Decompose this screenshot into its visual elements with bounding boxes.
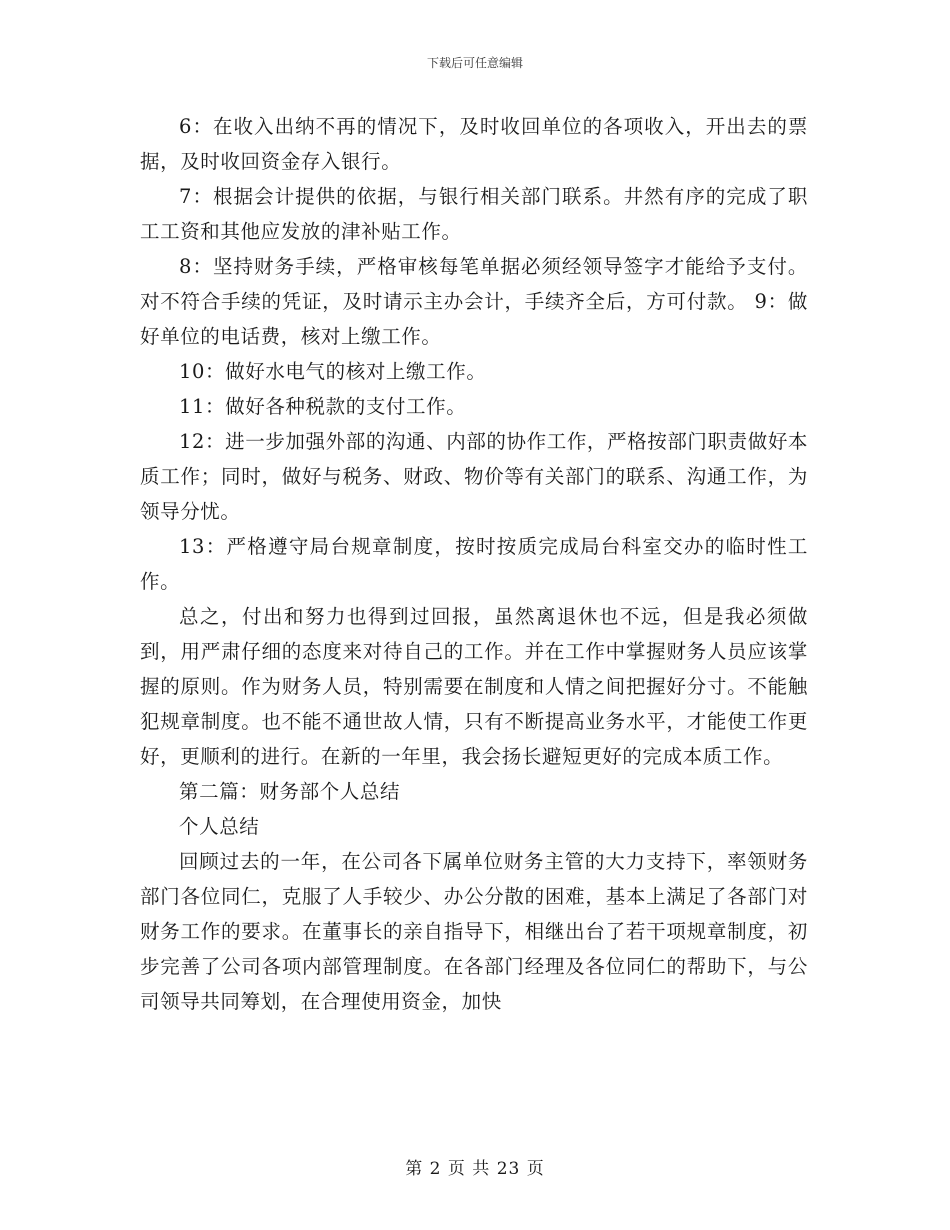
document-body (140, 109, 808, 1019)
paragraph-item-10: 10：做好水电气的核对上缴工作。 (179, 360, 487, 383)
paragraph-item-12: 12：进一步加强外部的沟通、内部的协作工作，严格按部门职责做好本质工作；同时，做好与税务、财政、物价等有关部门的联系、沟通工作，为领导分忧。 (140, 430, 809, 523)
section-subheading: 个人总结 (179, 815, 260, 838)
paragraph-item-7: 7：根据会计提供的依据，与银行相关部门联系。井然有序的完成了职工工资和其他应发放的津补贴工作。 (140, 185, 808, 243)
page-number: 第 2 页 共 23 页 (405, 1159, 545, 1179)
page-header: 下载后可任意编辑 (426, 56, 523, 70)
paragraph-conclusion: 总之，付出和努力也得到过回报，虽然离退休也不远，但是我必须做到，用严肃仔细的态度来对待自己的工作。并在工作中掌握财务人员应该掌握的原则。作为财务人员，特别需要在制度和人情之间把握好分寸。不能触犯规章制度。也不能不通世故人情，只有不断提高业务水平，才能使工作更好，更顺利的进行。在新的一年里，我会扬长避短更好的完成本质工作。 (140, 605, 808, 768)
paragraph-item-13: 13：严格遵守局台规章制度，按时按质完成局台科室交办的临时性工作。 (140, 535, 808, 593)
paragraph-review: 回顾过去的一年，在公司各下属单位财务主管的大力支持下，率领财务部门各位同仁，克服了人手较少、办公分散的困难，基本上满足了各部门对财务工作的要求。在董事长的亲自指导下，相继出台了若干项规章制度，初步完善了公司各项内部管理制度。在各部门经理及各位同仁的帮助下，与公司领导共同筹划，在合理使用资金，加快 (140, 850, 808, 1013)
paragraph-item-11: 11：做好各种税款的支付工作。 (179, 395, 467, 418)
paragraph-item-6: 6：在收入出纳不再的情况下，及时收回单位的各项收入，开出去的票据，及时收回资金存入银行。 (140, 115, 808, 173)
paragraph-item-8-9: 8：坚持财务手续，严格审核每笔单据必须经领导签字才能给予支付。对不符合手续的凭证，及时请示主办会计，手续齐全后，方可付款。 9：做好单位的电话费，核对上缴工作。 (140, 255, 808, 348)
section-heading: 第二篇：财务部个人总结 (179, 780, 401, 803)
